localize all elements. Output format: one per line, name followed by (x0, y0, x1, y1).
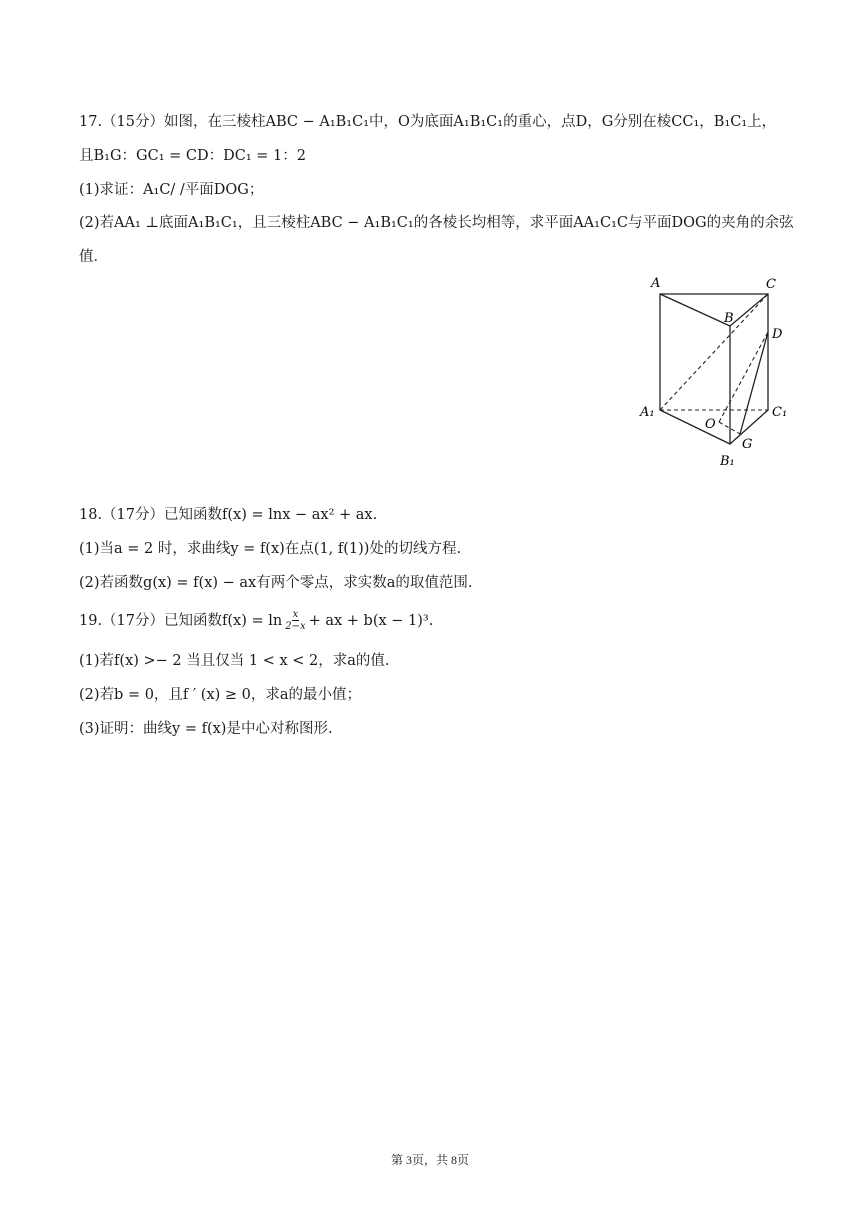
label-B: B (724, 311, 734, 326)
q19-fraction-numerator: x (292, 609, 299, 620)
q17-part1: (1)求证：A₁C/ /平面DOG； (79, 182, 264, 198)
q17-part2: (2)若AA₁ ⊥底面A₁B₁C₁，且三棱柱ABC − A₁B₁C₁的各棱长均相等，求平面AA₁C₁C与平面DOG的夹角的余弦 (79, 215, 794, 231)
q19-fraction-denominator: 2−x (285, 621, 306, 632)
q17-part2-cont: 值． (79, 249, 108, 265)
q18-part1: (1)当a = 2 时，求曲线y = f(x)在点(1, f(1))处的切线方程. (79, 541, 462, 557)
q17-title: 17.（15分）如图，在三棱柱ABC − A₁B₁C₁中，O为底面A₁B₁C₁的重心，点D，G分别在棱CC₁，B₁C₁上， (79, 114, 777, 130)
label-B1: B₁ (720, 454, 735, 469)
label-G: G (742, 437, 753, 452)
q19-title (79, 609, 433, 632)
q19-title-prefix: 19.（17分）已知函数f(x) = ln (79, 612, 283, 629)
label-C: C (766, 277, 776, 292)
label-O: O (705, 417, 716, 432)
label-A: A (651, 276, 661, 291)
edge-A1B1 (660, 410, 730, 444)
segment-DG (740, 332, 768, 434)
q18-part2: (2)若函数g(x) = f(x) − ax有两个零点，求实数a的取值范围. (79, 575, 473, 591)
prism-figure (632, 268, 792, 473)
label-A1: A₁ (640, 405, 655, 420)
q19-part1: (1)若f(x) >− 2 当且仅当 1 < x < 2，求a的值. (79, 653, 390, 669)
q19-fraction (285, 609, 305, 632)
q19-title-suffix: + ax + b(x − 1)³. (308, 612, 434, 629)
q18-title: 18.（17分）已知函数f(x) = lnx − ax² + ax. (79, 507, 378, 523)
q19-part3: (3)证明：曲线y = f(x)是中心对称图形. (79, 721, 333, 737)
segment-OD-hidden (719, 332, 768, 422)
label-C1: C₁ (772, 405, 788, 420)
label-D: D (772, 327, 783, 342)
edge-AB (660, 294, 730, 326)
edge-BC (730, 294, 768, 326)
page-number-footer: 第 3页，共 8页 (390, 1153, 469, 1167)
q17-condition: 且B₁G：GC₁ = CD：DC₁ = 1：2 (79, 148, 306, 164)
q19-part2: (2)若b = 0，且f ′ (x) ≥ 0，求a的最小值； (79, 687, 362, 703)
